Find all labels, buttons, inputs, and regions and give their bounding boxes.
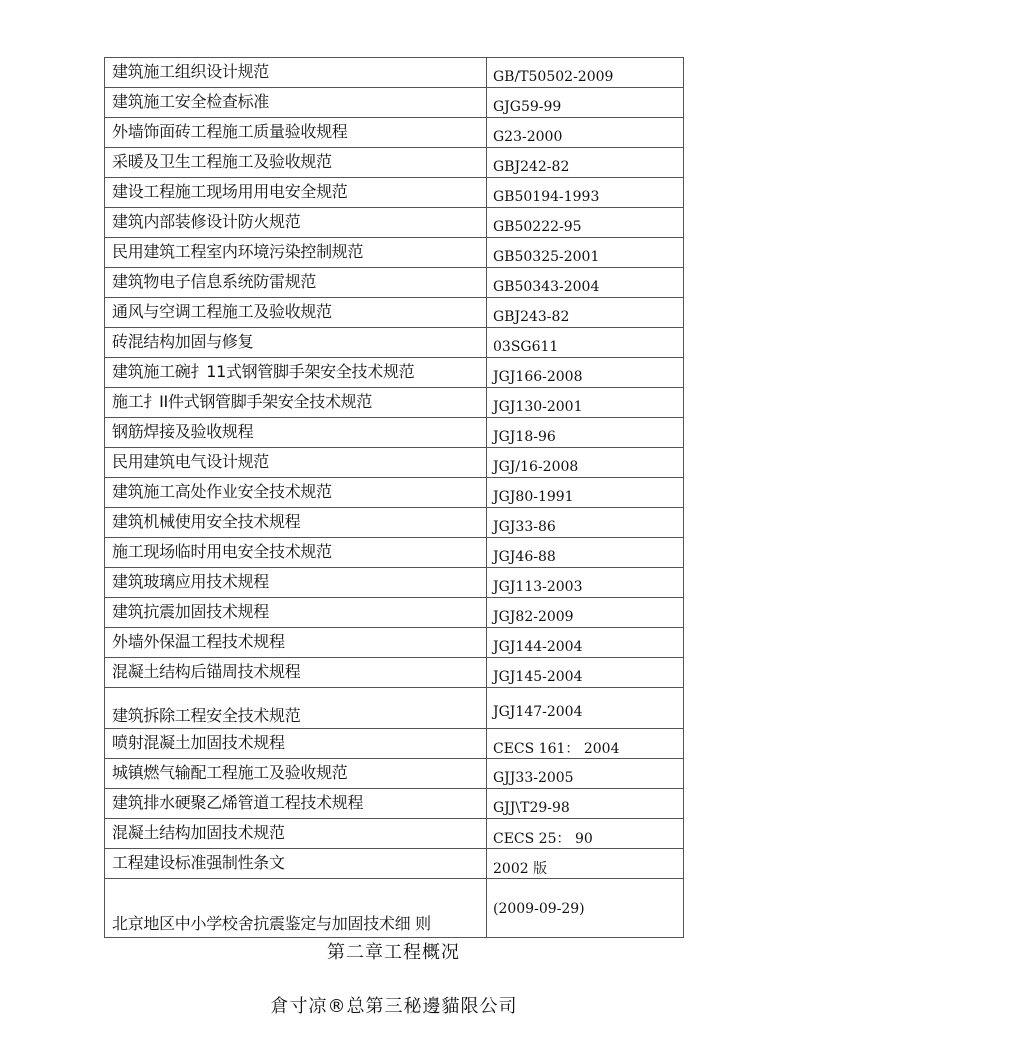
standard-name: 建筑机械使用安全技术规程 <box>105 508 487 538</box>
table-row <box>105 148 684 178</box>
standard-name: 建设工程施工现场用用电安全规范 <box>105 178 487 208</box>
standard-code: GB/T50502-2009 <box>487 58 684 88</box>
table-row <box>105 58 684 88</box>
table-row <box>105 819 684 849</box>
standard-name: 混凝土结构加固技术规范 <box>105 819 487 849</box>
table-row <box>105 418 684 448</box>
standard-name: 外墙饰面砖工程施工质量验收规程 <box>105 118 487 148</box>
standard-code: JGJ144-2004 <box>487 628 684 658</box>
standard-code: JGJ130-2001 <box>487 388 684 418</box>
standard-name: 建筑物电子信息系统防雷规范 <box>105 268 487 298</box>
standard-name: 建筑施工组织设计规范 <box>105 58 487 88</box>
standard-code: 03SG611 <box>487 328 684 358</box>
standards-table <box>104 57 684 938</box>
standard-code: JGJ33-86 <box>487 508 684 538</box>
table-row <box>105 759 684 789</box>
standard-name: 建筑抗震加固技术规程 <box>105 598 487 628</box>
table-row <box>105 628 684 658</box>
table-row <box>105 268 684 298</box>
standard-name: 砖混结构加固与修复 <box>105 328 487 358</box>
standard-code: JGJ46-88 <box>487 538 684 568</box>
standard-code: JGJ80-1991 <box>487 478 684 508</box>
standard-name: 城镇燃气输配工程施工及验收规范 <box>105 759 487 789</box>
standard-code: JGJ147-2004 <box>487 688 684 729</box>
table-row <box>105 538 684 568</box>
standard-code: GB50222-95 <box>487 208 684 238</box>
standard-name: 建筑玻璃应用技术规程 <box>105 568 487 598</box>
table-row <box>105 118 684 148</box>
table-row <box>105 568 684 598</box>
standard-code: G23-2000 <box>487 118 684 148</box>
standard-code: JGJ18-96 <box>487 418 684 448</box>
standard-code: JGJ/16-2008 <box>487 448 684 478</box>
table-row <box>105 688 684 729</box>
table-row <box>105 448 684 478</box>
standard-name: 建筑拆除工程安全技术规范 <box>105 688 487 729</box>
standards-table-body <box>105 58 684 938</box>
standard-name: 建筑施工高处作业安全技术规范 <box>105 478 487 508</box>
standard-name: 民用建筑电气设计规范 <box>105 448 487 478</box>
standard-name: 通风与空调工程施工及验收规范 <box>105 298 487 328</box>
standard-code: JGJ113-2003 <box>487 568 684 598</box>
standard-code: GB50343-2004 <box>487 268 684 298</box>
standard-code: GBJ242-82 <box>487 148 684 178</box>
standard-name: 施工现场临时用电安全技术规范 <box>105 538 487 568</box>
table-row <box>105 328 684 358</box>
standard-code: GJJ33-2005 <box>487 759 684 789</box>
standard-name: 外墙外保温工程技术规程 <box>105 628 487 658</box>
standard-code: 2002 版 <box>487 849 684 879</box>
standard-code: CECS 25： 90 <box>487 819 684 849</box>
table-row <box>105 508 684 538</box>
company-footer: 倉寸凉®总第三秘邊貓限公司 <box>270 996 518 1017</box>
standard-name: 喷射混凝土加固技术规程 <box>105 729 487 759</box>
table-row <box>105 658 684 688</box>
table-row <box>105 879 684 938</box>
table-row <box>105 729 684 759</box>
table-row <box>105 208 684 238</box>
table-row <box>105 478 684 508</box>
table-row <box>105 789 684 819</box>
standard-name: 采暖及卫生工程施工及验收规范 <box>105 148 487 178</box>
table-row <box>105 388 684 418</box>
standard-name: 建筑施工安全检查标准 <box>105 88 487 118</box>
standard-code: GBJ243-82 <box>487 298 684 328</box>
standard-name: 施工扌II件式钢管脚手架安全技术规范 <box>105 388 487 418</box>
standard-code: GJJ\T29-98 <box>487 789 684 819</box>
chapter-title: 第二章工程概况 <box>327 942 460 963</box>
table-row <box>105 178 684 208</box>
standard-code: JGJ145-2004 <box>487 658 684 688</box>
table-row <box>105 598 684 628</box>
standard-code: JGJ82-2009 <box>487 598 684 628</box>
standard-code: GB50194-1993 <box>487 178 684 208</box>
standard-code: GB50325-2001 <box>487 238 684 268</box>
table-row <box>105 238 684 268</box>
table-row <box>105 849 684 879</box>
standard-name: 钢筋焊接及验收规程 <box>105 418 487 448</box>
standard-name: 建筑内部装修设计防火规范 <box>105 208 487 238</box>
table-row <box>105 88 684 118</box>
standard-code: JGJ166-2008 <box>487 358 684 388</box>
standard-name: 工程建设标准强制性条文 <box>105 849 487 879</box>
standard-name: 北京地区中小学校舍抗震鉴定与加固技术细 则 <box>105 879 487 938</box>
standard-name: 民用建筑工程室内环境污染控制规范 <box>105 238 487 268</box>
table-row <box>105 298 684 328</box>
standard-name: 建筑施工碗扌11式钢管脚手架安全技术规范 <box>105 358 487 388</box>
standard-code: (2009-09-29) <box>487 879 684 938</box>
table-row <box>105 358 684 388</box>
standard-code: GJG59-99 <box>487 88 684 118</box>
standard-name: 混凝土结构后锚周技术规程 <box>105 658 487 688</box>
standard-name: 建筑排水硬聚乙烯管道工程技术规程 <box>105 789 487 819</box>
standard-code: CECS 161： 2004 <box>487 729 684 759</box>
